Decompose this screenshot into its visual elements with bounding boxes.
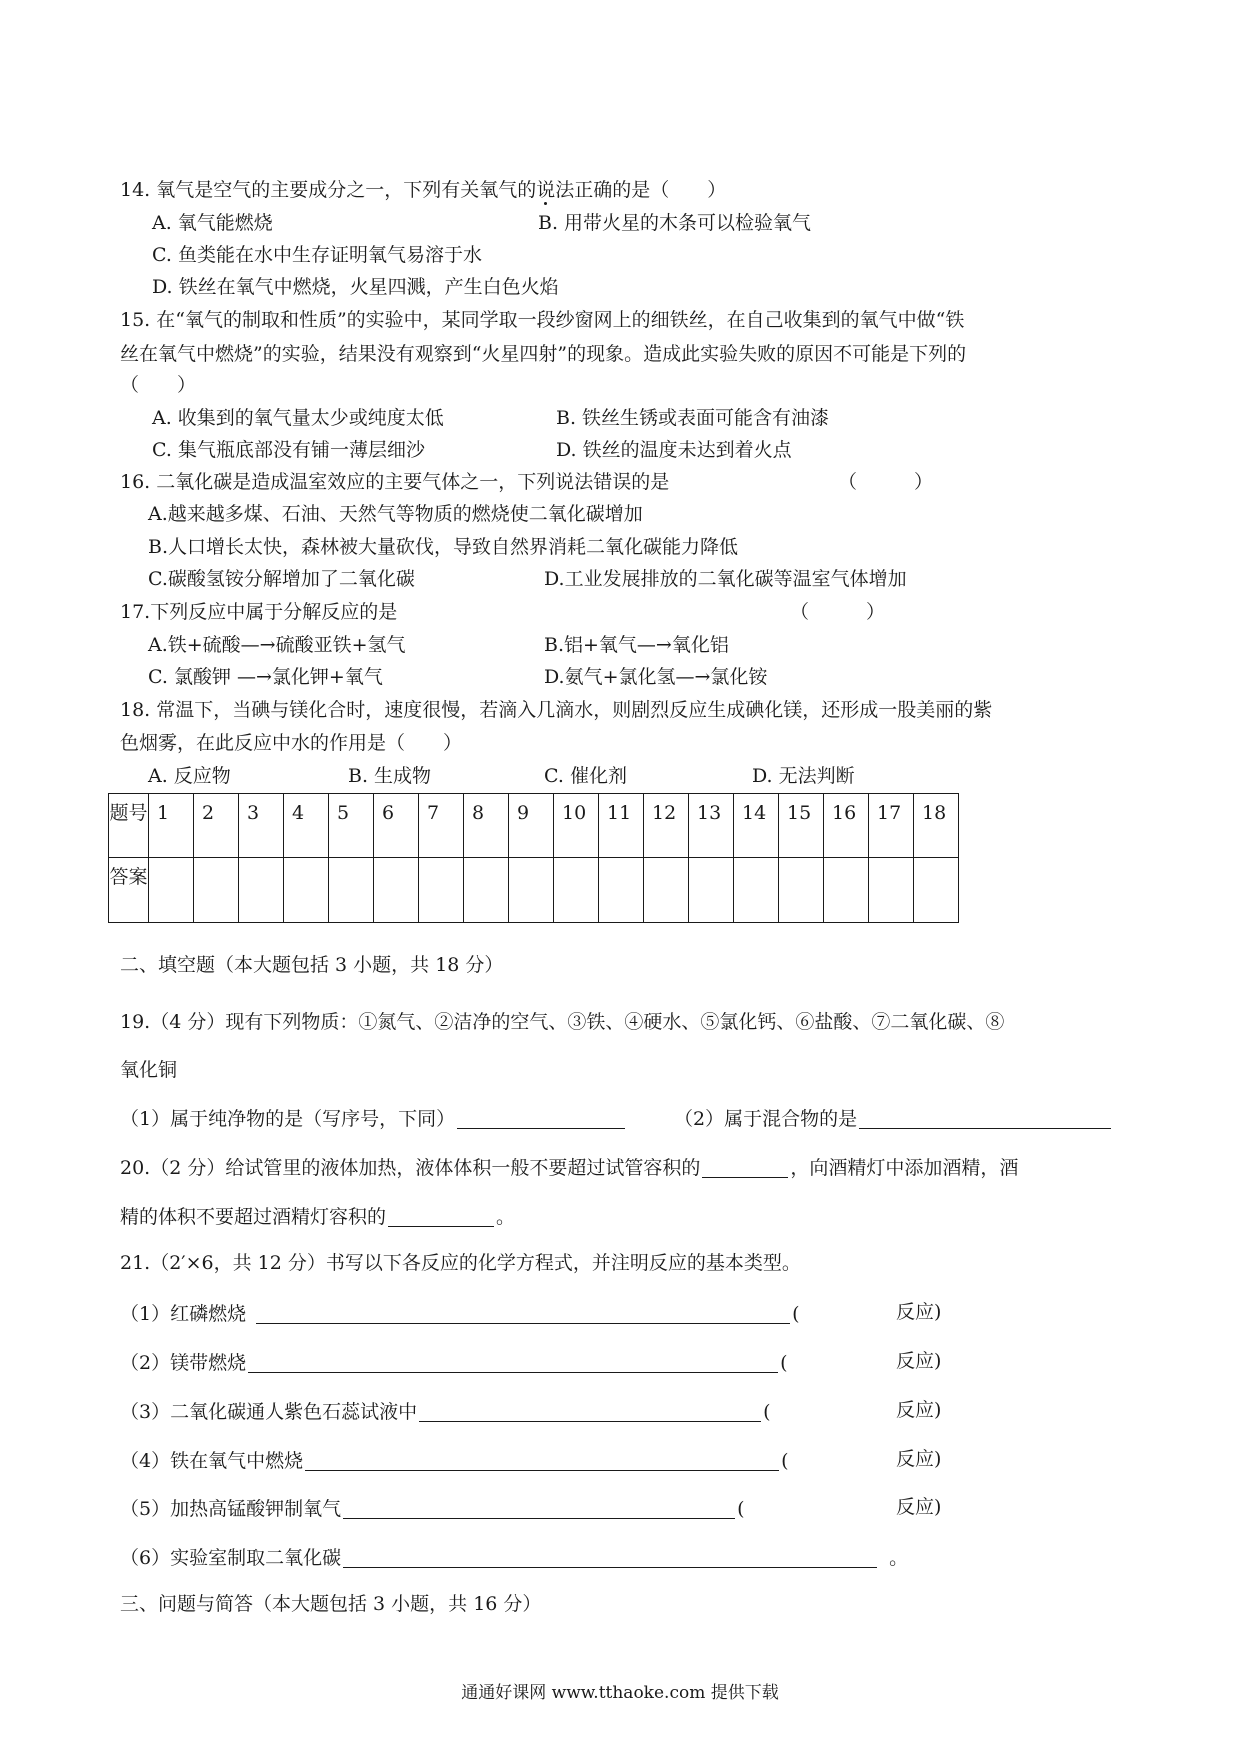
answer-cell[interactable]: [734, 858, 779, 923]
answer-cell[interactable]: [644, 858, 689, 923]
q21-item-label: （5）加热高锰酸钾制氧气: [120, 1498, 342, 1520]
question-number-cell: 18: [914, 794, 959, 858]
q21-equation-blank[interactable]: [256, 1303, 790, 1324]
answer-cell[interactable]: [239, 858, 284, 923]
q19-part-2: [674, 1108, 1113, 1129]
answer-cell[interactable]: [464, 858, 509, 923]
q21-reaction-type: 反应): [896, 1496, 942, 1518]
answer-table-answer-row: [109, 858, 959, 923]
q14-option-c: C. 鱼类能在水中生存证明氧气易溶于水: [152, 244, 482, 266]
q21-equation-blank[interactable]: [343, 1498, 735, 1519]
question-number-cell: 3: [239, 794, 284, 858]
q17-answer-paren: （ ）: [790, 601, 886, 623]
q21-equation-blank[interactable]: [305, 1450, 779, 1471]
q15-option-d: D. 铁丝的温度未达到着火点: [556, 439, 792, 461]
q19-stem-line1: 19.（4 分）现有下列物质：①氮气、②洁净的空气、③铁、④硬水、⑤氯化钙、⑥盐酸、⑦二氧化碳、⑧: [120, 1011, 1005, 1033]
answer-cell[interactable]: [419, 858, 464, 923]
answer-cell[interactable]: [149, 858, 194, 923]
q16-option-b: B.人口增长太快，森林被大量砍伐，导致自然界消耗二氧化碳能力降低: [148, 536, 739, 558]
q21-item: [120, 1547, 908, 1568]
answer-cell[interactable]: [554, 858, 599, 923]
q21-item-label: （3）二氧化碳通人紫色石蕊试液中: [120, 1401, 418, 1423]
q21-equation-blank[interactable]: [248, 1352, 778, 1373]
q18-option-b: B. 生成物: [348, 765, 432, 787]
question-number-cell: 9: [509, 794, 554, 858]
question-number-cell: 17: [869, 794, 914, 858]
answer-cell[interactable]: [374, 858, 419, 923]
q19-part-1: [120, 1108, 627, 1129]
q17-stem: 17.下列反应中属于分解反应的是: [120, 601, 398, 623]
q15-stem-line1: 15. 在“氧气的制取和性质”的实验中，某同学取一段纱窗网上的细铁丝，在自己收集到的氧气中做“铁: [120, 309, 965, 331]
question-number-cell: 10: [554, 794, 599, 858]
section-3-title: 三、问题与简答（本大题包括 3 小题，共 16 分）: [120, 1593, 542, 1615]
question-number-cell: 1: [149, 794, 194, 858]
q21-reaction-type: 反应): [896, 1350, 942, 1372]
q21-item: [120, 1352, 788, 1373]
question-number-cell: 7: [419, 794, 464, 858]
q21-item-label: （4）铁在氧气中燃烧: [120, 1450, 304, 1472]
q21-reaction-type: 反应): [896, 1301, 942, 1323]
question-number-cell: 12: [644, 794, 689, 858]
question-number-cell: 6: [374, 794, 419, 858]
q20-stem2-part-a: 精的体积不要超过酒精灯容积的: [120, 1206, 387, 1228]
q20-stem-line2: [120, 1206, 515, 1227]
q21-item-label: （1）红磷燃烧: [120, 1303, 247, 1325]
question-number-cell: 11: [599, 794, 644, 858]
q20-blank-2[interactable]: [388, 1206, 494, 1227]
question-number-cell: 8: [464, 794, 509, 858]
q21-open-paren: (: [763, 1401, 771, 1423]
q15-option-a: A. 收集到的氧气量太少或纯度太低: [152, 407, 444, 429]
answer-cell[interactable]: [509, 858, 554, 923]
question-number-cell: 2: [194, 794, 239, 858]
q21-open-paren: (: [737, 1498, 745, 1520]
q20-stem-part-a: 20.（2 分）给试管里的液体加热，液体体积一般不要超过试管容积的: [120, 1157, 701, 1179]
q18-stem-line2: 色烟雾，在此反应中水的作用是（ ）: [120, 732, 463, 754]
q19-part-1-label: （1）属于纯净物的是（写序号，下同）: [120, 1108, 456, 1130]
q14-option-d: D. 铁丝在氧气中燃烧，火星四溅，产生白色火焰: [152, 276, 559, 298]
q21-item-label: （6）实验室制取二氧化碳: [120, 1547, 342, 1569]
question-number-cell: 13: [689, 794, 734, 858]
question-number-cell: 14: [734, 794, 779, 858]
answer-cell[interactable]: [194, 858, 239, 923]
q21-item: [120, 1303, 800, 1324]
q21-item: [120, 1498, 745, 1519]
q19-stem-line2: 氧化铜: [120, 1059, 178, 1081]
q21-reaction-type: 反应): [896, 1448, 942, 1470]
q16-option-c: C.碳酸氢铵分解增加了二氧化碳: [148, 568, 415, 590]
answer-cell[interactable]: [689, 858, 734, 923]
q21-open-paren: (: [792, 1303, 800, 1325]
q19-part-1-blank[interactable]: [457, 1108, 625, 1129]
question-number-cell: 15: [779, 794, 824, 858]
q21-item-label: （2）镁带燃烧: [120, 1352, 247, 1374]
q14-option-a: A. 氧气能燃烧: [152, 212, 273, 234]
q15-stem-line2: 丝在氧气中燃烧”的实验，结果没有观察到“火星四射”的现象。造成此实验失败的原因不可能是下列的: [120, 343, 967, 365]
question-number-cell: 16: [824, 794, 869, 858]
q21-open-paren: (: [781, 1450, 789, 1472]
answer-table-number-row: [109, 794, 959, 858]
q16-answer-paren: （ ）: [838, 471, 934, 493]
q21-open-paren: (: [780, 1352, 788, 1374]
answer-table: [108, 793, 959, 923]
q19-part-2-blank[interactable]: [859, 1108, 1111, 1129]
answer-cell[interactable]: [914, 858, 959, 923]
answer-cell[interactable]: [284, 858, 329, 923]
answer-cell[interactable]: [599, 858, 644, 923]
q20-blank-1[interactable]: [702, 1157, 788, 1178]
q21-item: [120, 1401, 771, 1422]
q17-option-d: D.氨气+氯化氢—→氯化铵: [544, 666, 768, 688]
answer-cell[interactable]: [329, 858, 374, 923]
section-2-title: 二、填空题（本大题包括 3 小题，共 18 分）: [120, 954, 504, 976]
q18-option-a: A. 反应物: [148, 765, 231, 787]
q16-option-d: D.工业发展排放的二氧化碳等温室气体增加: [544, 568, 907, 590]
q17-option-a: A.铁+硫酸—→硫酸亚铁+氢气: [148, 634, 406, 656]
q21-equation-blank[interactable]: [343, 1547, 877, 1568]
question-number-cell: 4: [284, 794, 329, 858]
q15-option-c: C. 集气瓶底部没有铺一薄层细沙: [152, 439, 425, 461]
page-footer: 通通好课网 www.tthaoke.com 提供下载: [461, 1683, 779, 1703]
q15-option-b: B. 铁丝生锈或表面可能含有油漆: [556, 407, 830, 429]
question-number-cell: 5: [329, 794, 374, 858]
q18-option-c: C. 催化剂: [544, 765, 627, 787]
q18-stem-line1: 18. 常温下，当碘与镁化合时，速度很慢，若滴入几滴水，则剧烈反应生成碘化镁，还形成一股美丽的紫: [120, 699, 993, 721]
q21-reaction-type: 反应): [896, 1399, 942, 1421]
answer-table-row-label-number: 题号: [109, 794, 149, 858]
q20-stem-part-b: ，向酒精灯中添加酒精，酒: [790, 1157, 1019, 1179]
q17-option-c: C. 氯酸钾 —→氯化钾+氧气: [148, 666, 383, 688]
q21-equation-blank[interactable]: [419, 1401, 761, 1422]
q21-stem: 21.（2′×6，共 12 分）书写以下各反应的化学方程式，并注明反应的基本类型。: [120, 1252, 801, 1274]
q16-option-a: A.越来越多煤、石油、天然气等物质的燃烧使二氧化碳增加: [148, 503, 643, 525]
q21-item: [120, 1450, 789, 1471]
answer-cell[interactable]: [779, 858, 824, 923]
q16-stem: 16. 二氧化碳是造成温室效应的主要气体之一，下列说法错误的是: [120, 471, 670, 493]
q15-stem-line3: （ ）: [120, 374, 197, 396]
q20-stem-line1: [120, 1157, 1018, 1178]
q14-stem: 14. 氧气是空气的主要成分之一，下列有关氧气的说法正确的是（ ）: [120, 179, 727, 201]
answer-cell[interactable]: [824, 858, 869, 923]
q21-end-period: 。: [889, 1547, 909, 1569]
answer-table-row-label-answer: 答案: [109, 858, 149, 923]
q14-option-b: B. 用带火星的木条可以检验氧气: [538, 212, 812, 234]
answer-cell[interactable]: [869, 858, 914, 923]
emphasis-dot: [544, 202, 547, 205]
q17-option-b: B.铝+氧气—→氧化铝: [544, 634, 729, 656]
q18-option-d: D. 无法判断: [752, 765, 855, 787]
q20-stem2-part-b: 。: [496, 1206, 516, 1228]
q19-part-2-label: （2）属于混合物的是: [674, 1108, 858, 1130]
